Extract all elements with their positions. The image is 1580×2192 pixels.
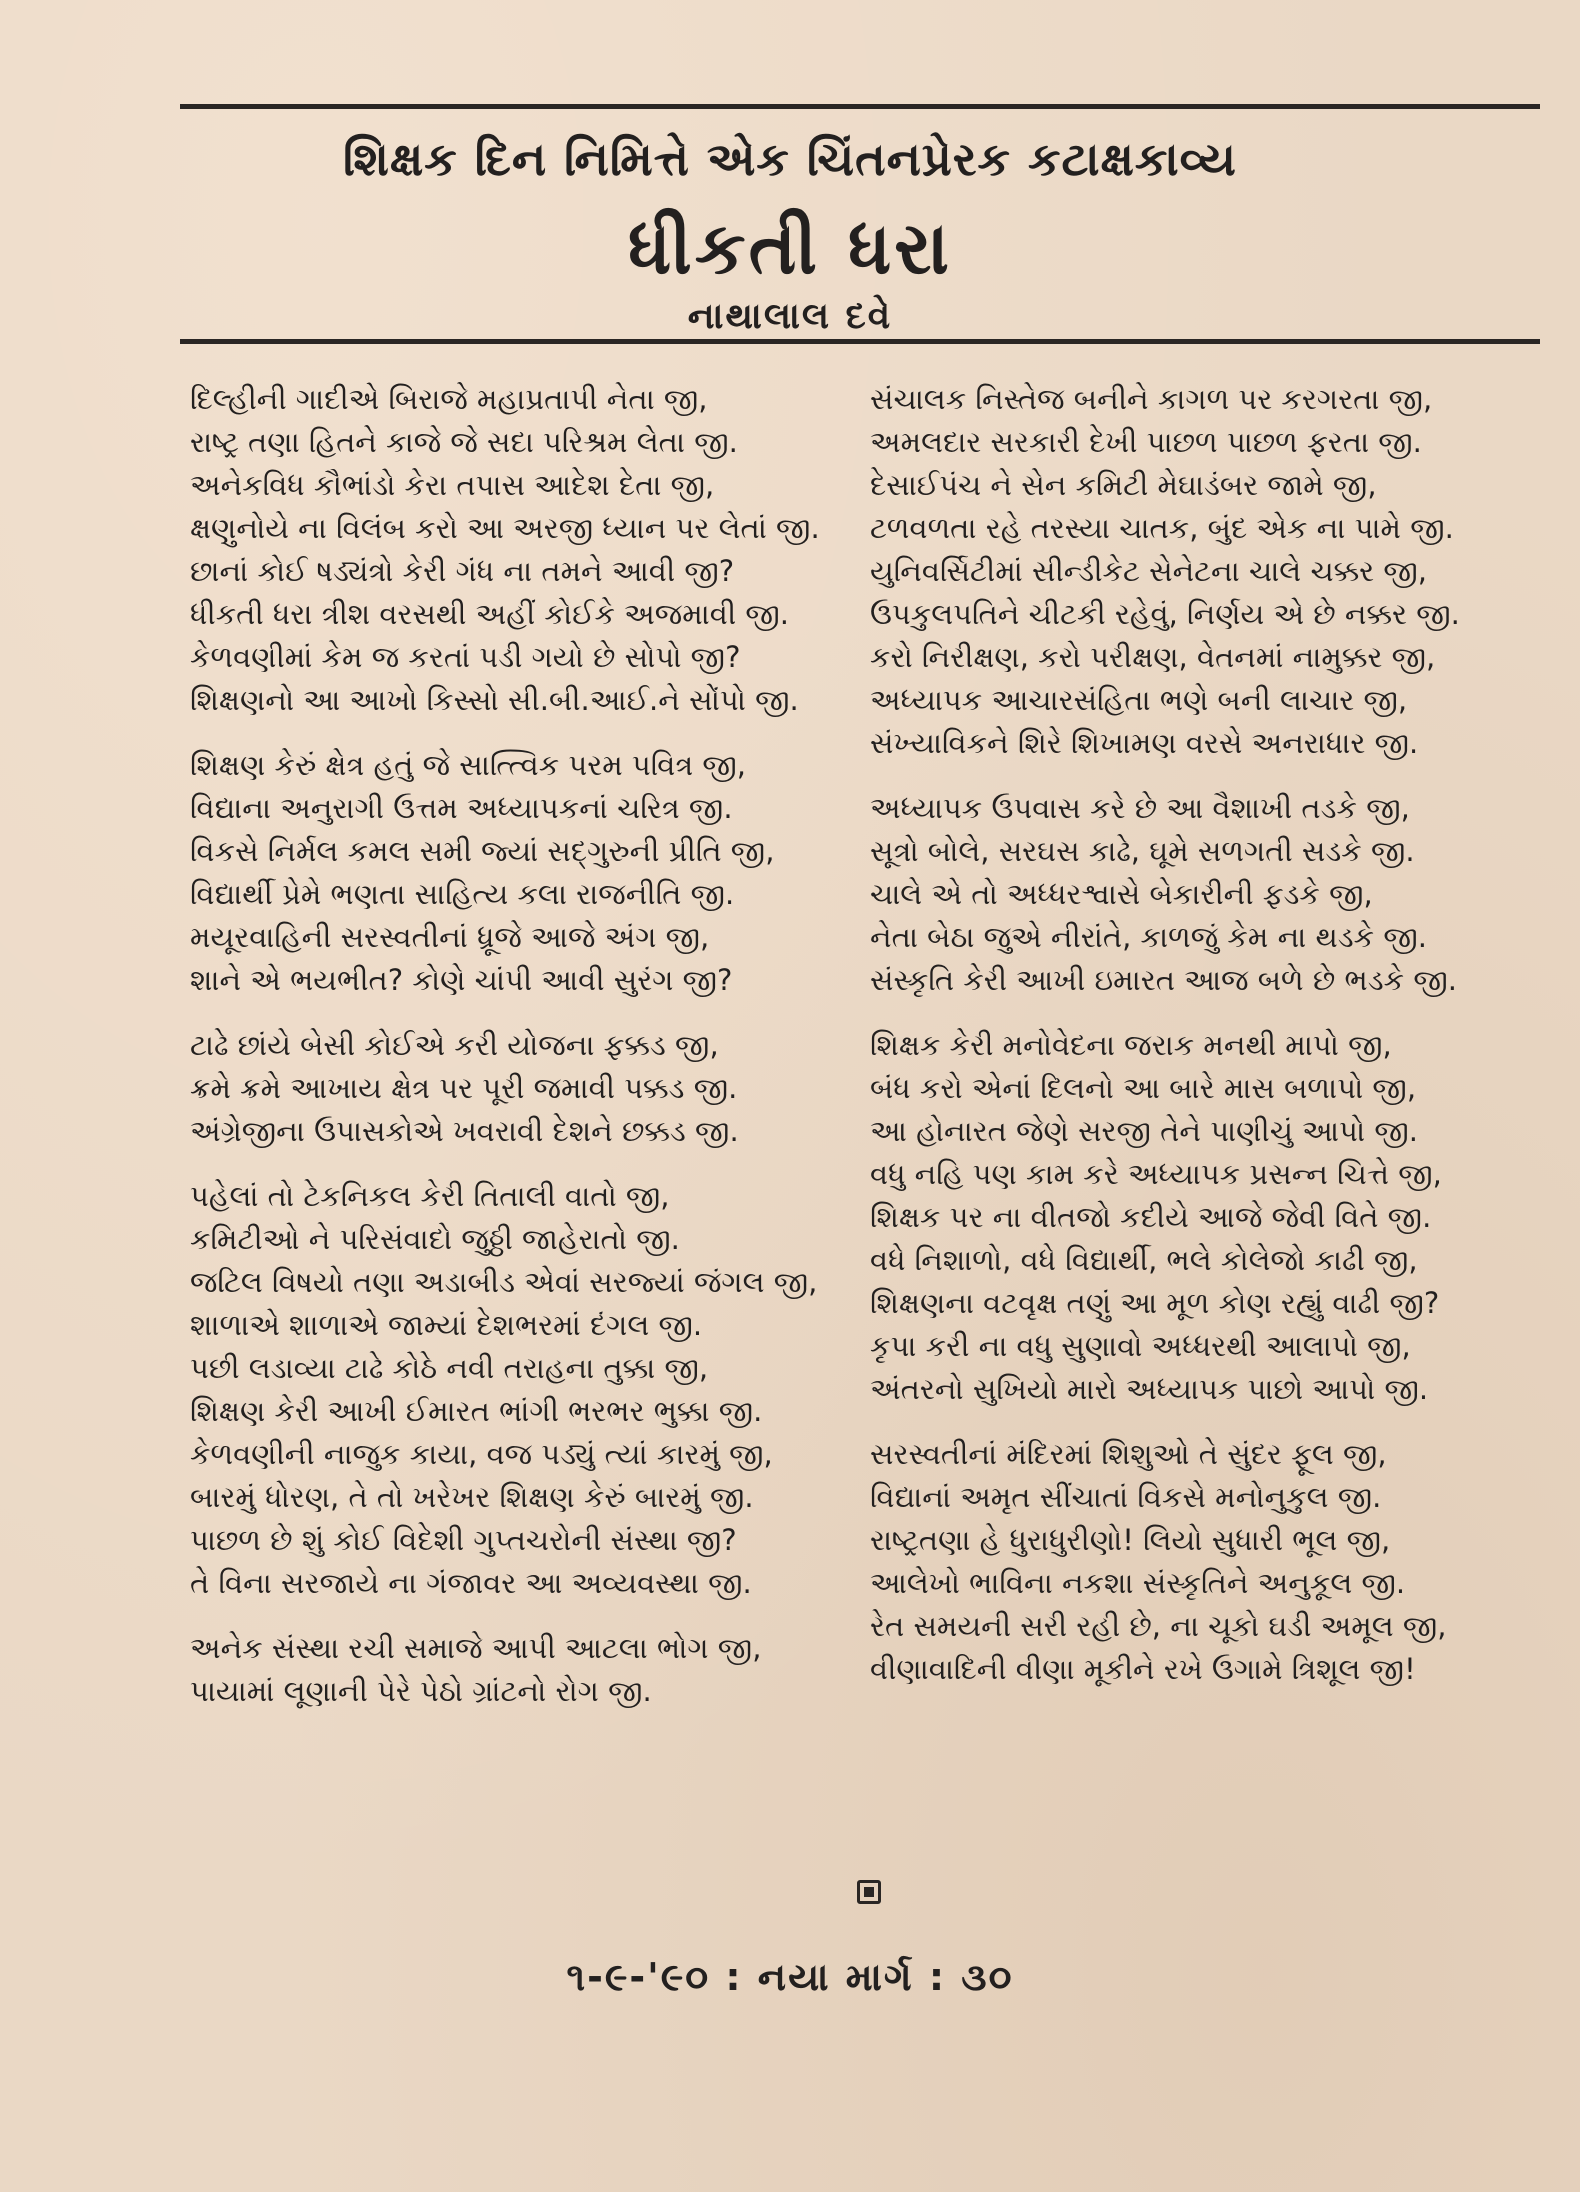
poem-line: વધુ નહિ પણ કામ કરે અધ્યાપક પ્રસન્ન ચિત્તે જી, [870,1157,1442,1191]
poem-line: વીણાવાદિની વીણા મૂકીને રખે ઉગામે ત્રિશૂલ જી! [870,1652,1416,1686]
poem-stanza [870,1024,1540,1411]
poem-stanza [190,1627,860,1713]
poem-line: શિક્ષણ કેરું ક્ષેત્ર હતું જે સાત્ત્વિક પરમ પવિત્ર જી, [190,748,747,782]
poem-line: વિદ્યાના અનુરાગી ઉત્તમ અધ્યાપકનાં ચરિત્ર જી. [190,791,733,825]
poem-line: કરો નિરીક્ષણ, કરો પરીક્ષણ, વેતનમાં નામુક્કર જી, [870,640,1436,674]
poem-author: નાથાલાલ દવે [687,296,893,337]
header-bottom-rule [180,339,1540,344]
poem-line: અનેક સંસ્થા રચી સમાજે આપી આટલા ભોગ જી, [190,1631,762,1665]
poem-line: અનેકવિધ કૌભાંડો કેરા તપાસ આદેશ દેતા જી, [190,468,715,502]
poem-line: વિકસે નિર્મલ કમલ સમી જ્યાં સદ્ગુરુની પ્રીતિ જી, [190,834,775,868]
poem-line: વિદ્યાનાં અમૃત સીંચાતાં વિકસે મનોનુકુલ જી. [870,1480,1382,1514]
poem-stanza [870,1433,1540,1691]
poem-line: અધ્યાપક ઉપવાસ કરે છે આ વૈશાખી તડકે જી, [870,791,1410,825]
poem-line: ક્રમે ક્રમે આખાય ક્ષેત્ર પર પૂરી જમાવી પક્કડ જી. [190,1071,738,1105]
poem-line: ધીકતી ધરા ત્રીશ વરસથી અહીં કોઈકે અજમાવી જી. [190,597,789,631]
poem-stanza [870,378,1540,765]
poem-line: સંચાલક નિસ્તેજ બનીને કાગળ પર કરગરતા જી, [870,382,1433,416]
poem-line: ચાલે એ તો અધ્ધરશ્વાસે બેકારીની ફડકે જી, [870,877,1373,911]
poem-line: કૃપા કરી ના વધુ સુણાવો અધ્ધરથી આલાપો જી, [870,1329,1411,1363]
poem-line: સંખ્યાવિકને શિરે શિખામણ વરસે અનરાધાર જી. [870,726,1419,760]
poem-line: અંગ્રેજીના ઉપાસકોએ ખવરાવી દેશને છક્કડ જી. [190,1114,739,1148]
poem-line: રાષ્ટ્રતણા હે ધુરાધુરીણો! લિયો સુધારી ભૂલ જી, [870,1523,1391,1557]
poem-title: ધીકતી ધરા [627,206,953,290]
poem-line: શિક્ષણનો આ આખો કિસ્સો સી.બી.આઈ.ને સોંપો જી. [190,683,799,717]
poem-line: વિદ્યાર્થી પ્રેમે ભણતા સાહિત્ય કલા રાજનીતિ જી. [190,877,735,911]
poem-line: રેત સમયની સરી રહી છે, ના ચૂકો ઘડી અમૂલ જી, [870,1609,1447,1643]
poem-line: આ હોનારત જેણે સરજી તેને પાણીચું આપો જી. [870,1114,1418,1148]
top-rule [180,104,1540,109]
poem-line: અંતરનો સુખિયો મારો અધ્યાપક પાછો આપો જી. [870,1372,1429,1406]
poem-line: મયૂરવાહિની સરસ્વતીનાં ધ્રૂજે આજે અંગ જી, [190,920,710,954]
poem-line: વધે નિશાળો, વધે વિદ્યાર્થી, ભલે કોલેજો કાઢી જી, [870,1243,1418,1277]
poem-line: શિક્ષક કેરી મનોવેદના જરાક મનથી માપો જી, [870,1028,1392,1062]
poem-line: કેળવણીમાં કેમ જ કરતાં પડી ગયો છે સોપો જી? [190,640,741,674]
poem-line: યુનિવર્સિટીમાં સીન્ડીકેટ સેનેટના ચાલે ચક્કર જી, [870,554,1428,588]
poem-line: સૂત્રો બોલે, સરઘસ કાઢે, ઘૂમે સળગતી સડકે જી. [870,834,1415,868]
poem-line: તે વિના સરજાયે ના ગંજાવર આ અવ્યવસ્થા જી. [190,1566,752,1600]
poem-line: બારમું ધોરણ, તે તો ખરેખર શિક્ષણ કેરું બારમું જી. [190,1480,754,1514]
poem-line: શિક્ષણ કેરી આખી ઈમારત ભાંગી ભરભર ભુક્કા જી. [190,1394,763,1428]
poem-line: ટાઢે છાંયે બેસી કોઈએ કરી યોજના ફક્કડ જી, [190,1028,719,1062]
poem-line: દેસાઈપંચ ને સેન કમિટી મેઘાડંબર જામે જી, [870,468,1377,502]
poem-stanza [190,378,860,722]
poem-line: શિક્ષક પર ના વીતજો કદીયે આજે જેવી વિતે જી. [870,1200,1432,1234]
poem-stanza [190,1024,860,1153]
poem-line: પછી લડાવ્યા ટાઢે કોઠે નવી તરાહના તુક્કા જી, [190,1351,709,1385]
poem-line: સરસ્વતીનાં મંદિરમાં શિશુઓ તે સુંદર ફૂલ જી, [870,1437,1387,1471]
poem-left-column [190,378,860,1735]
poem-line: પહેલાં તો ટેકનિકલ કેરી તિતાલી વાતો જી, [190,1179,670,1213]
poem-line: દિલ્હીની ગાદીએ બિરાજે મહાપ્રતાપી નેતા જી, [190,382,708,416]
poem-line: કેળવણીની નાજુક કાયા, વજ પડ્યું ત્યાં કારમું જી, [190,1437,773,1471]
poem-line: રાષ્ટ્ર તણા હિતને કાજે જે સદા પરિશ્રમ લેતા જી. [190,425,738,459]
poem-line: શિક્ષણના વટવૃક્ષ તણું આ મૂળ કોણ રહ્યું વાઢી જી? [870,1286,1440,1320]
poem-line: છાનાં કોઈ ષડ્યંત્રો કેરી ગંધ ના તમને આવી જી? [190,554,735,588]
poem-line: પાયામાં લૂણાની પેરે પેઠો ગ્રાંટનો રોગ જી. [190,1674,652,1708]
poem-line: કમિટીઓ ને પરિસંવાદો જુઠ્ઠી જાહેરાતો જી. [190,1222,680,1256]
poem-right-column [870,378,1540,1713]
poem-line: શાળાએ શાળાએ જામ્યાં દેશભરમાં દંગલ જી. [190,1308,703,1342]
poem-line: ઉપકુલપતિને ચીટકી રહેવું, નિર્ણય એ છે નક્કર જી. [870,597,1460,631]
poem-line: ટળવળતા રહે તરસ્યા ચાતક, બુંદ એક ના પામે જી. [870,511,1454,545]
poem-line: અમલદાર સરકારી દેખી પાછળ પાછળ ફરતા જી. [870,425,1422,459]
page-footer: ૧-૯-'૯૦ : નયા માર્ગ : ૩૦ [566,1955,1014,1999]
poem-subtitle: શિક્ષક દિન નિમિત્તે એક ચિંતનપ્રેરક કટાક્ષકાવ્ય [343,132,1237,186]
poem-line: અધ્યાપક આચારસંહિતા ભણે બની લાચાર જી, [870,683,1408,717]
square-ornament-icon [857,1880,881,1904]
poem-line: ક્ષણુનોયે ના વિલંબ કરો આ અરજી ધ્યાન પર લેતાં જી. [190,511,820,545]
poem-line: નેતા બેઠા જુએ નીરાંતે, કાળજું કેમ ના થડકે જી. [870,920,1427,954]
poem-line: બંધ કરો એનાં દિલનો આ બારે માસ બળાપો જી, [870,1071,1417,1105]
poem-stanza [190,744,860,1002]
poem-line: સંસ્કૃતિ કેરી આખી ઇમારત આજ બળે છે ભડકે જી. [870,963,1457,997]
poem-line: આલેખો ભાવિના નકશા સંસ્કૃતિને અનુકૂલ જી. [870,1566,1406,1600]
poem-line: પાછળ છે શું કોઈ વિદેશી ગુપ્તચરોની સંસ્થા જી? [190,1523,737,1557]
poem-stanza [190,1175,860,1605]
poem-line: શાને એ ભયભીત? કોણે ચાંપી આવી સુરંગ જી? [190,963,733,997]
poem-stanza [870,787,1540,1002]
poem-line: જટિલ વિષયો તણા અડાબીડ એવાં સરજ્યાં જંગલ જી, [190,1265,818,1299]
